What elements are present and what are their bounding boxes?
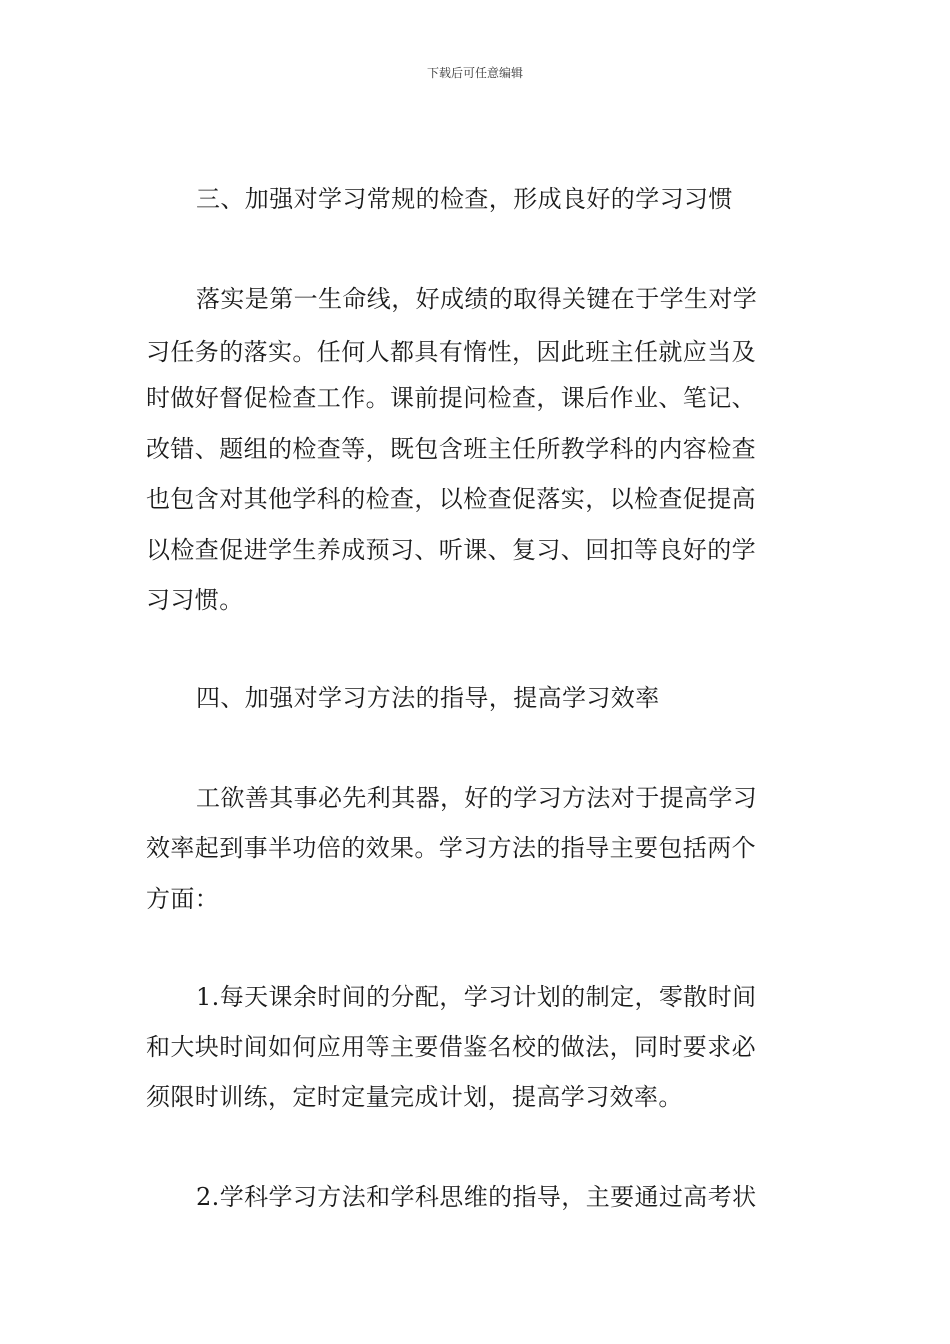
list-item-1-line: 1.每天课余时间的分配，学习计划的制定，零散时间: [196, 983, 757, 1011]
paragraph-line: 时做好督促检查工作。课前提问检查，课后作业、笔记、: [146, 384, 756, 412]
paragraph-line: 习习惯。: [146, 586, 244, 614]
list-item-1-line: 和大块时间如何应用等主要借鉴名校的做法，同时要求必: [146, 1033, 756, 1061]
paragraph-line: 落实是第一生命线，好成绩的取得关键在于学生对学: [196, 285, 758, 313]
paragraph-line: 也包含对其他学科的检查，以检查促落实，以检查促提高: [146, 485, 756, 513]
paragraph-line: 工欲善其事必先利其器，好的学习方法对于提高学习: [196, 784, 758, 812]
paragraph-line: 以检查促进学生养成预习、听课、复习、回扣等良好的学: [146, 536, 756, 564]
list-item-2-line: 2.学科学习方法和学科思维的指导，主要通过高考状: [196, 1183, 757, 1211]
page-header: 下载后可任意编辑: [426, 66, 523, 80]
paragraph-line: 方面：: [146, 885, 220, 913]
section-heading-4: 四、加强对学习方法的指导，提高学习效率: [196, 684, 660, 712]
paragraph-line: 改错、题组的检查等，既包含班主任所教学科的内容检查: [146, 435, 756, 463]
section-heading-3: 三、加强对学习常规的检查，形成良好的学习习惯: [196, 185, 733, 213]
paragraph-line: 习任务的落实。任何人都具有惰性，因此班主任就应当及: [146, 338, 756, 366]
list-item-1-line: 须限时训练，定时定量完成计划，提高学习效率。: [146, 1083, 683, 1111]
paragraph-line: 效率起到事半功倍的效果。学习方法的指导主要包括两个: [146, 834, 756, 862]
